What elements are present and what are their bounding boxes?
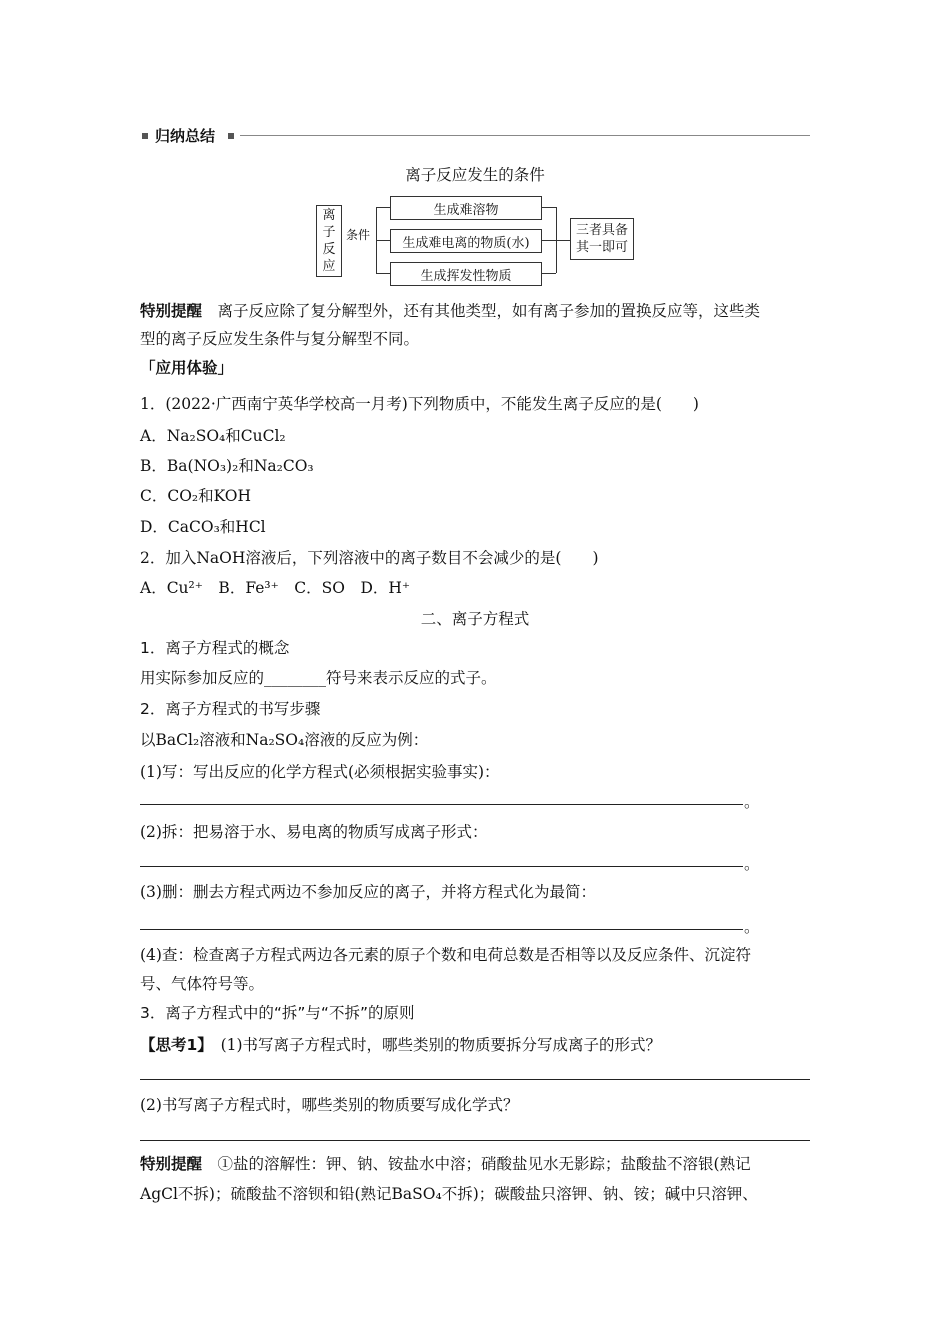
- answer-line-1[interactable]: [140, 804, 743, 805]
- connector-mid: [376, 240, 390, 241]
- step-delete: (3)删：删去方程式两边不参加反应的离子，并将方程式化为最简：: [140, 883, 596, 901]
- section2-h2: 2．离子方程式的书写步骤: [140, 700, 321, 718]
- branch-label-1: 生成难溶物: [433, 202, 499, 218]
- note2-label: 特别提醒: [140, 1155, 203, 1173]
- section2-title: 二、离子方程式: [420, 610, 530, 628]
- practice-heading: [140, 358, 233, 378]
- answer-line-3-period: 。: [744, 918, 760, 936]
- step-write: (1)写：写出反应的化学方程式(必须根据实验事实)：: [140, 763, 500, 781]
- connector-bottom: [376, 273, 390, 274]
- diagram-left-label: 离子反应: [322, 208, 336, 274]
- note1-line1: [140, 301, 760, 321]
- branch-box-1: [390, 196, 542, 220]
- think-q2: (2)书写离子方程式时，哪些类别的物质要写成化学式？: [140, 1096, 519, 1114]
- branch-label-3: 生成挥发性物质: [420, 268, 512, 284]
- q1-stem: 1．(2022·广西南宁英华学校高一月考)下列物质中，不能发生离子反应的是( ): [140, 395, 699, 413]
- note2-text-1: ①盐的溶解性：钾、钠、铵盐水中溶；硝酸盐见水无影踪；盐酸盐不溶银(熟记: [217, 1155, 751, 1173]
- branch-label-2: 生成难电离的物质(水): [402, 235, 530, 251]
- q2-stem: 2．加入NaOH溶液后，下列溶液中的离子数目不会减少的是( ): [140, 549, 599, 567]
- section2-h3: 3．离子方程式中的“拆”与“不拆”的原则: [140, 1004, 415, 1022]
- practice-heading-label: 应用体验: [155, 359, 218, 377]
- note1-text-1: 离子反应除了复分解型外，还有其他类型，如有离子参加的置换反应等，这些类: [217, 302, 761, 320]
- q1-option-a: A．Na₂SO₄和CuCl₂: [140, 427, 286, 445]
- connector-right-top: [542, 207, 556, 208]
- think-label: 【思考1】: [140, 1036, 206, 1054]
- connector-right-bottom: [542, 273, 556, 274]
- diagram-right-box: [570, 218, 634, 260]
- q2-options: A．Cu²⁺ B．Fe³⁺ C．SO D．H⁺: [140, 579, 411, 597]
- answer-line-2[interactable]: [140, 866, 743, 867]
- answer-line-2-period: 。: [744, 855, 760, 873]
- reaction-condition-diagram: [310, 192, 640, 284]
- note2-line2: AgCl不拆)；硫酸盐不溶钡和铅(熟记BaSO₄不拆)；碳酸盐只溶钾、钠、铵；碱中只溶钾、: [140, 1185, 758, 1203]
- think-answer-line-2[interactable]: [140, 1140, 810, 1141]
- step-check-1: (4)查：检查离子方程式两边各元素的原子个数和电荷总数是否相等以及反应条件、沉淀符: [140, 946, 751, 964]
- step-check-2: 号、气体符号等。: [140, 975, 265, 993]
- note2-line1: [140, 1154, 751, 1174]
- q1-option-d: D．CaCO₃和HCl: [140, 518, 266, 536]
- connector-top: [376, 207, 390, 208]
- note1-label: 特别提醒: [140, 302, 203, 320]
- header-square-icon: [228, 133, 234, 139]
- note1-line2: 型的离子反应发生条件与复分解型不同。: [140, 330, 420, 348]
- section2-h1: 1．离子方程式的概念: [140, 639, 290, 657]
- header-square-icon: [142, 133, 148, 139]
- header-rule: [240, 135, 810, 136]
- step-split: (2)拆：把易溶于水、易电离的物质写成离子形式：: [140, 823, 488, 841]
- answer-line-3[interactable]: [140, 929, 743, 930]
- q1-option-b: B．Ba(NO₃)₂和Na₂CO₃: [140, 457, 314, 475]
- think-q1: (1)书写离子方程式时，哪些类别的物质要拆分写成离子的形式？: [220, 1036, 662, 1054]
- diagram-condition-label: 条件: [346, 228, 371, 242]
- section2-p2: 以BaCl₂溶液和Na₂SO₄溶液的反应为例：: [140, 731, 429, 749]
- branch-box-3: [390, 262, 542, 286]
- diagram-title: 离子反应发生的条件: [405, 166, 545, 184]
- section-header-label: 归纳总结: [155, 127, 216, 145]
- q1-option-c: C．CO₂和KOH: [140, 487, 252, 505]
- bracket-right-icon: 」: [217, 359, 234, 377]
- section-header: [140, 126, 810, 146]
- bracket-left-icon: 「: [140, 359, 156, 377]
- answer-line-1-period: 。: [744, 793, 760, 811]
- think-q1-line: [140, 1035, 661, 1055]
- branch-box-2: [390, 229, 542, 253]
- section2-p1: 用实际参加反应的________符号来表示反应的式子。: [140, 669, 497, 687]
- diagram-right-label: 三者具备其一即可: [575, 223, 628, 255]
- diagram-left-box: [316, 205, 342, 277]
- think-answer-line-1[interactable]: [140, 1079, 810, 1080]
- connector-right-mid: [542, 240, 570, 241]
